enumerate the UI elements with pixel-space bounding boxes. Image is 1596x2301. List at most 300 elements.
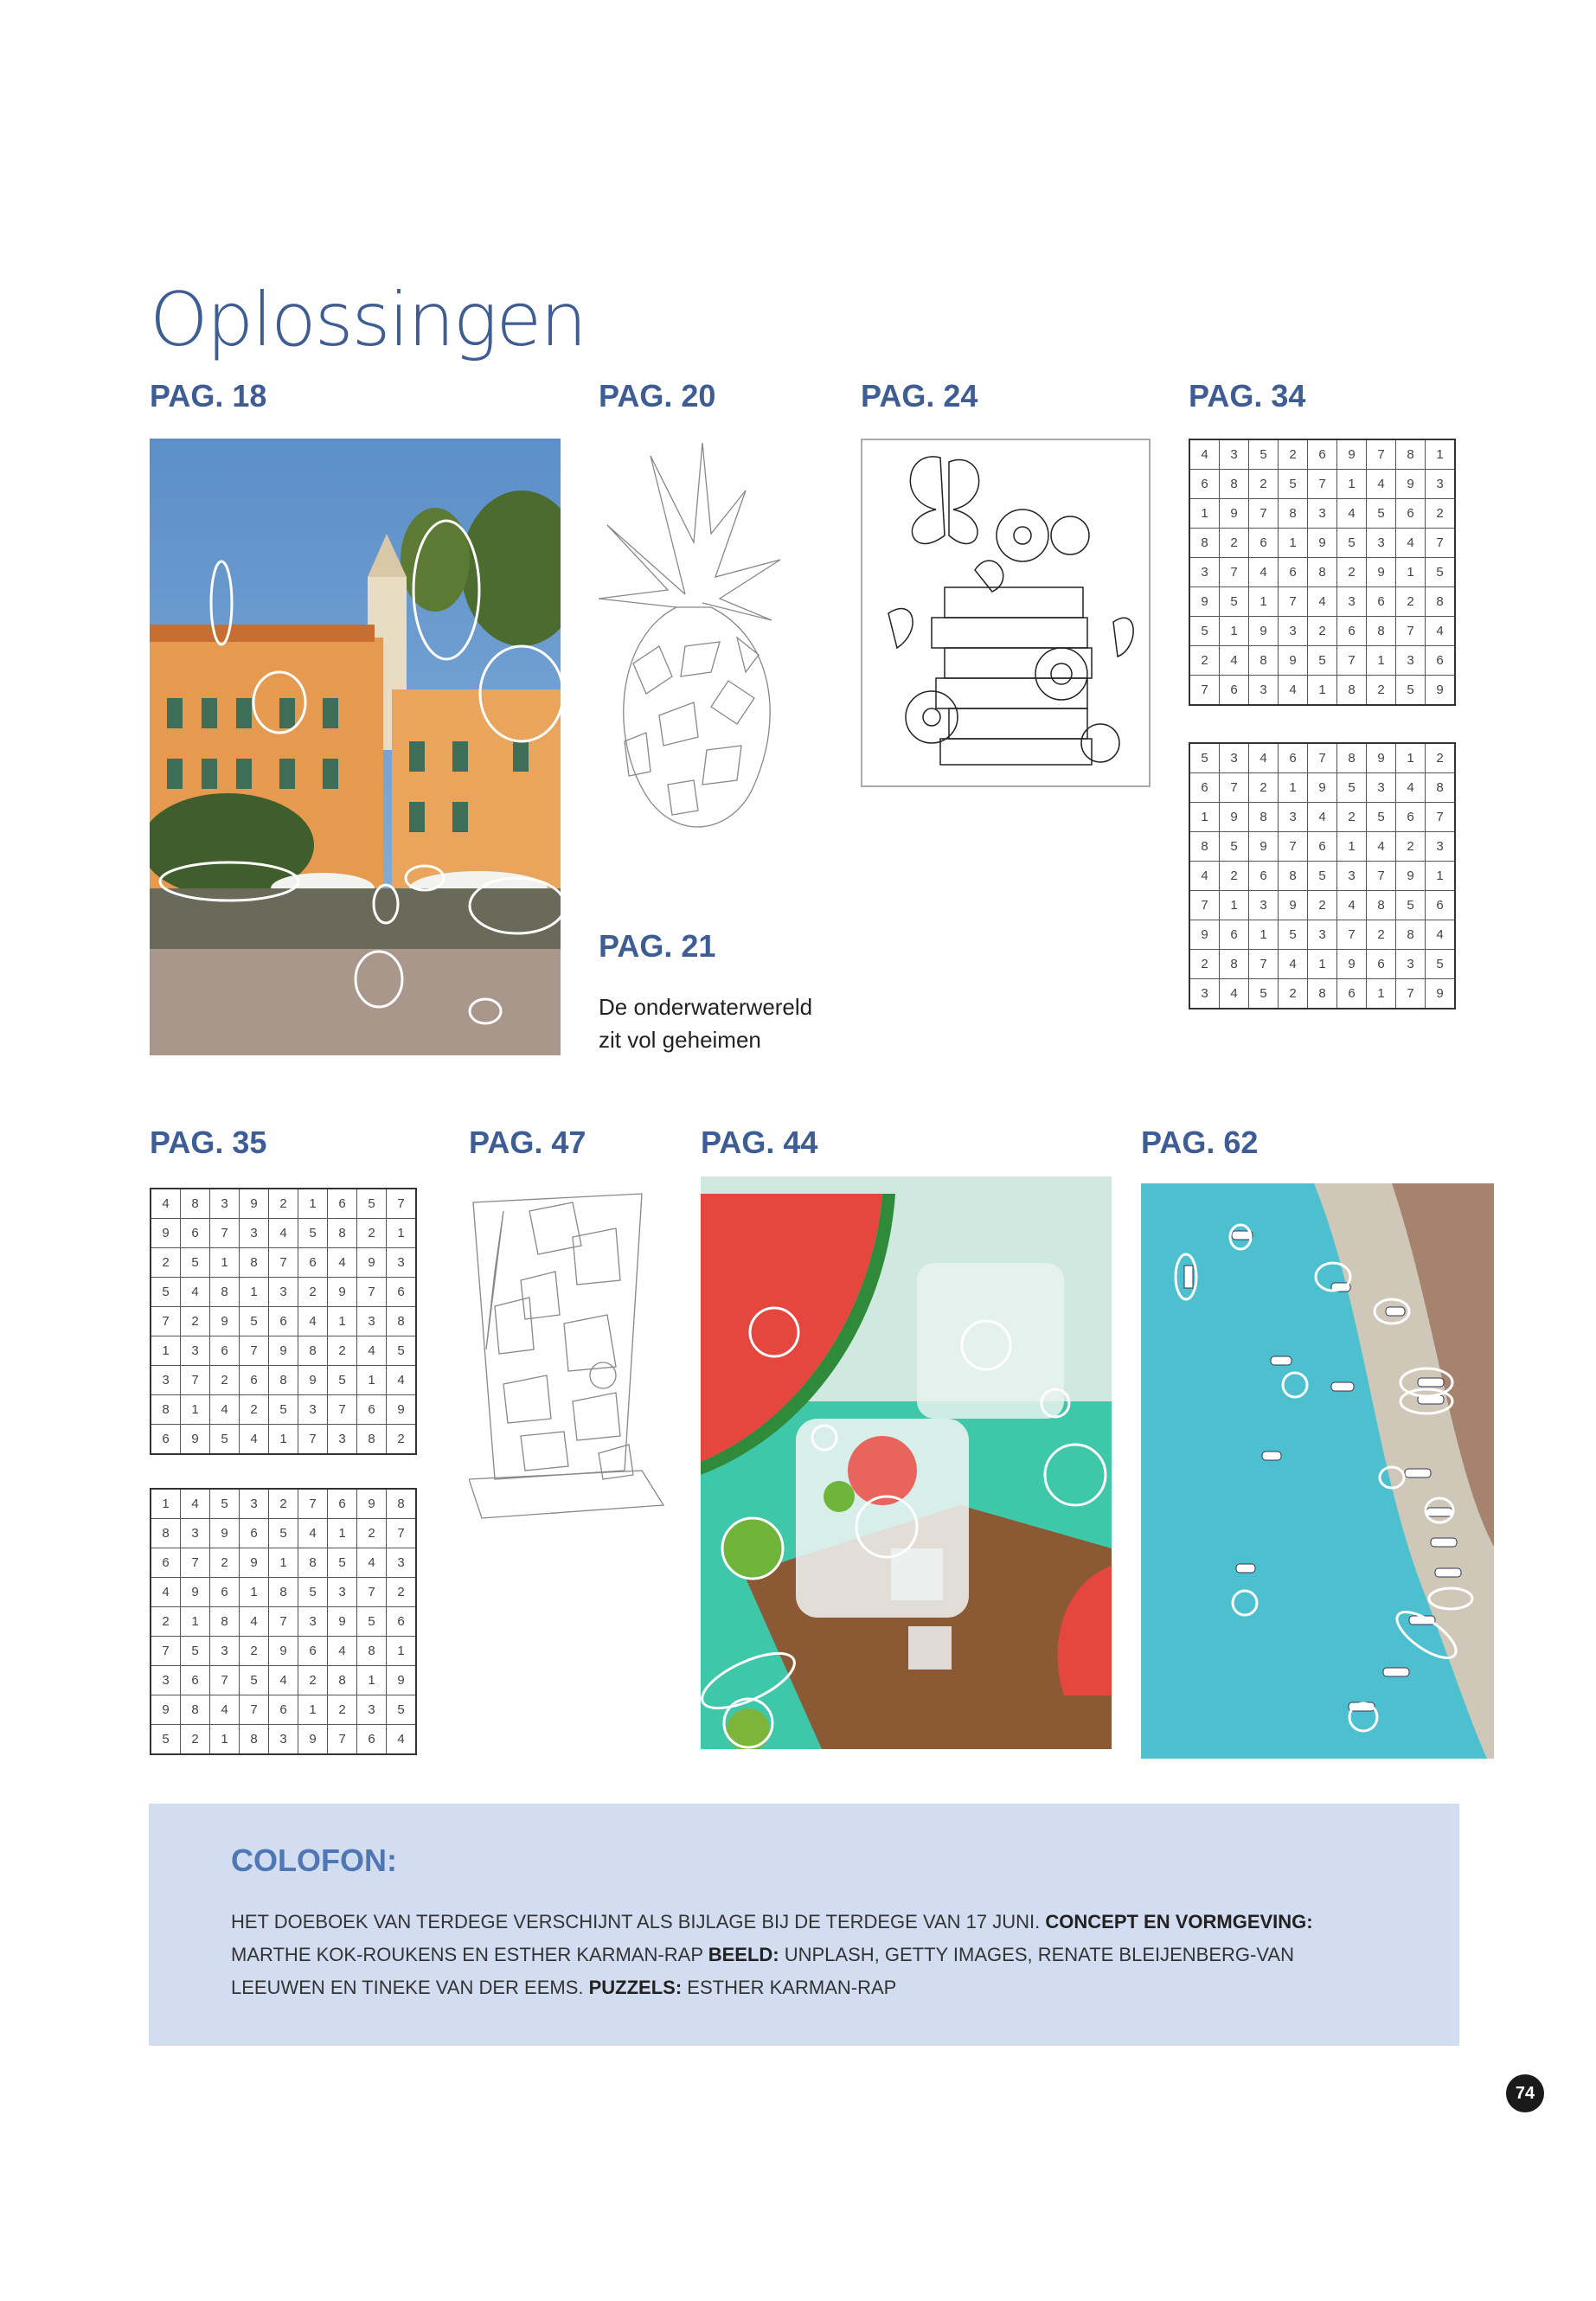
sudoku-cell: 9: [357, 1248, 387, 1278]
sudoku-cell: 9: [328, 1278, 357, 1307]
section-label-pag21: PAG. 21: [599, 928, 716, 964]
sudoku-cell: 1: [1308, 676, 1337, 706]
sudoku-cell: 9: [298, 1725, 328, 1755]
sudoku-cell: 4: [1249, 558, 1279, 587]
sudoku-cell: 1: [357, 1666, 387, 1695]
page-title: Oplossingen: [150, 277, 586, 363]
sudoku-cell: 2: [1396, 587, 1426, 617]
sudoku-cell: 8: [1396, 920, 1426, 950]
sudoku-cell: 6: [387, 1278, 417, 1307]
sudoku-row: [1189, 529, 1455, 558]
sudoku-cell: 1: [1220, 617, 1249, 646]
sudoku-cell: 4: [357, 1336, 387, 1366]
sudoku-cell: 6: [240, 1366, 269, 1395]
sudoku-cell: 1: [181, 1395, 210, 1425]
sudoku-cell: 9: [269, 1637, 298, 1666]
sudoku-cell: 3: [1279, 803, 1308, 832]
sudoku-cell: 6: [1279, 743, 1308, 773]
sudoku-cell: 3: [387, 1248, 417, 1278]
sudoku-cell: 8: [1337, 743, 1367, 773]
sudoku-cell: 1: [1337, 832, 1367, 862]
sudoku-cell: 7: [1249, 499, 1279, 529]
sudoku-row: [151, 1307, 416, 1336]
sudoku-cell: 9: [1308, 773, 1337, 803]
sudoku-cell: 2: [298, 1666, 328, 1695]
sudoku-cell: 4: [1308, 803, 1337, 832]
sudoku-cell: 9: [151, 1695, 181, 1725]
sudoku-cell: 7: [1308, 470, 1337, 499]
sudoku-cell: 3: [240, 1219, 269, 1248]
sudoku-cell: 9: [1279, 891, 1308, 920]
sudoku-cell: 4: [1426, 920, 1456, 950]
sudoku-cell: 2: [269, 1189, 298, 1219]
sudoku-cell: 4: [210, 1395, 240, 1425]
sudoku-cell: 8: [328, 1219, 357, 1248]
sudoku-cell: 5: [387, 1336, 417, 1366]
sudoku-cell: 7: [1367, 862, 1396, 891]
sudoku-cell: 9: [240, 1189, 269, 1219]
sudoku-cell: 6: [1396, 499, 1426, 529]
sudoku-cell: 6: [1426, 646, 1456, 676]
sudoku-cell: 2: [210, 1366, 240, 1395]
sudoku-cell: 5: [1220, 587, 1249, 617]
sudoku-cell: 9: [1426, 676, 1456, 706]
sudoku-cell: 9: [1337, 439, 1367, 470]
sudoku-cell: 4: [1367, 832, 1396, 862]
sudoku-cell: 4: [269, 1219, 298, 1248]
sudoku-cell: 7: [240, 1695, 269, 1725]
sudoku-cell: 1: [151, 1336, 181, 1366]
sudoku-cell: 5: [210, 1425, 240, 1455]
sudoku-cell: 1: [298, 1695, 328, 1725]
sudoku-cell: 3: [298, 1607, 328, 1637]
sudoku-cell: 2: [1426, 499, 1456, 529]
section-label-pag18: PAG. 18: [150, 378, 267, 413]
sudoku-cell: 1: [328, 1307, 357, 1336]
sudoku-cell: 1: [1279, 773, 1308, 803]
sudoku-cell: 8: [1220, 470, 1249, 499]
sudoku-cell: 1: [1337, 470, 1367, 499]
sudoku-cell: 7: [387, 1519, 417, 1548]
sudoku-cell: 5: [328, 1366, 357, 1395]
sudoku-cell: 3: [1367, 773, 1396, 803]
sudoku-cell: 3: [1337, 587, 1367, 617]
sudoku-cell: 4: [1279, 676, 1308, 706]
sudoku-cell: 3: [269, 1278, 298, 1307]
section-label-pag34: PAG. 34: [1189, 378, 1306, 413]
sudoku-cell: 8: [210, 1278, 240, 1307]
sudoku-cell: 6: [298, 1248, 328, 1278]
sudoku-cell: 7: [387, 1189, 417, 1219]
sudoku-cell: 2: [1367, 676, 1396, 706]
sudoku-cell: 7: [210, 1219, 240, 1248]
sudoku-cell: 9: [151, 1219, 181, 1248]
sudoku-cell: 8: [269, 1366, 298, 1395]
sudoku-cell: 3: [328, 1578, 357, 1607]
sudoku-cell: 6: [328, 1189, 357, 1219]
sudoku-cell: 8: [181, 1695, 210, 1725]
sudoku-cell: 1: [1426, 439, 1456, 470]
section-label-pag20: PAG. 20: [599, 378, 716, 413]
sudoku-cell: 7: [1367, 439, 1396, 470]
sudoku-row: [151, 1607, 416, 1637]
sudoku-row: [151, 1366, 416, 1395]
sudoku-cell: 3: [1308, 920, 1337, 950]
sudoku-cell: 1: [210, 1248, 240, 1278]
sudoku-row: [151, 1219, 416, 1248]
sudoku-cell: 3: [1249, 891, 1279, 920]
sudoku-cell: 2: [328, 1695, 357, 1725]
sudoku-cell: 5: [1426, 950, 1456, 979]
sudoku-cell: 9: [1189, 920, 1220, 950]
sudoku-cell: 9: [210, 1519, 240, 1548]
sudoku-cell: 6: [1249, 529, 1279, 558]
sudoku-cell: 4: [1396, 773, 1426, 803]
sudoku-cell: 8: [1249, 646, 1279, 676]
sudoku-cell: 1: [298, 1189, 328, 1219]
sudoku-cell: 4: [1337, 891, 1367, 920]
sudoku-cell: 9: [269, 1336, 298, 1366]
sudoku-cell: 1: [357, 1366, 387, 1395]
sudoku-row: [1189, 470, 1455, 499]
sudoku-cell: 8: [181, 1189, 210, 1219]
sudoku-row: [1189, 499, 1455, 529]
sudoku-cell: 1: [1189, 803, 1220, 832]
sudoku-cell: 7: [210, 1666, 240, 1695]
sudoku-cell: 1: [1279, 529, 1308, 558]
sudoku-cell: 7: [1426, 529, 1456, 558]
sudoku-cell: 7: [1279, 587, 1308, 617]
sudoku-cell: 1: [269, 1425, 298, 1455]
section-label-pag24: PAG. 24: [861, 378, 978, 413]
sudoku-cell: 5: [240, 1666, 269, 1695]
sudoku-cell: 7: [1337, 920, 1367, 950]
sudoku-cell: 9: [1189, 587, 1220, 617]
sudoku-cell: 5: [1308, 646, 1337, 676]
sudoku-cell: 5: [269, 1395, 298, 1425]
sudoku-cell: 3: [357, 1307, 387, 1336]
sudoku-cell: 6: [1367, 587, 1396, 617]
sudoku-cell: 2: [151, 1248, 181, 1278]
sudoku-cell: 5: [1279, 920, 1308, 950]
sudoku-cell: 2: [1308, 891, 1337, 920]
sudoku-cell: 5: [181, 1637, 210, 1666]
sudoku-pag34-b: [1189, 742, 1456, 1009]
sudoku-pag34-a: [1189, 439, 1456, 706]
sudoku-cell: 7: [1220, 558, 1249, 587]
sudoku-cell: 7: [1220, 773, 1249, 803]
sudoku-cell: 3: [298, 1395, 328, 1425]
pag21-answer-line2: zit vol geheimen: [599, 1027, 761, 1053]
sudoku-cell: 8: [1396, 439, 1426, 470]
sudoku-row: [151, 1578, 416, 1607]
sudoku-cell: 4: [151, 1189, 181, 1219]
colofon-label-puzzels: PUZZELS:: [588, 1977, 683, 1998]
sudoku-cell: 8: [1279, 862, 1308, 891]
sudoku-cell: 2: [357, 1219, 387, 1248]
sudoku-row: [1189, 862, 1455, 891]
sudoku-cell: 4: [1367, 470, 1396, 499]
sudoku-cell: 7: [1189, 676, 1220, 706]
sudoku-cell: 6: [357, 1725, 387, 1755]
colofon-text-4: ESTHER KARMAN-RAP: [682, 1977, 897, 1998]
sudoku-cell: 2: [269, 1489, 298, 1519]
sudoku-cell: 6: [1396, 803, 1426, 832]
sudoku-row: [151, 1425, 416, 1455]
sudoku-cell: 6: [1249, 862, 1279, 891]
sudoku-cell: 4: [1189, 439, 1220, 470]
sudoku-cell: 5: [298, 1219, 328, 1248]
sudoku-cell: 9: [1396, 470, 1426, 499]
harbor-town-photo: [150, 439, 561, 1055]
sudoku-cell: 9: [210, 1307, 240, 1336]
sudoku-cell: 6: [269, 1307, 298, 1336]
sudoku-cell: 4: [240, 1607, 269, 1637]
sudoku-cell: 7: [1337, 646, 1367, 676]
sudoku-cell: 7: [1189, 891, 1220, 920]
sudoku-row: [1189, 979, 1455, 1009]
sudoku-cell: 3: [151, 1666, 181, 1695]
sudoku-cell: 5: [1308, 862, 1337, 891]
sudoku-cell: 5: [1189, 743, 1220, 773]
sudoku-cell: 5: [387, 1695, 417, 1725]
sudoku-cell: 9: [1279, 646, 1308, 676]
sudoku-cell: 4: [1220, 646, 1249, 676]
sudoku-cell: 8: [328, 1666, 357, 1695]
sudoku-cell: 6: [1308, 832, 1337, 862]
sudoku-cell: 5: [1337, 529, 1367, 558]
sudoku-cell: 3: [1308, 499, 1337, 529]
sudoku-cell: 7: [181, 1366, 210, 1395]
sudoku-cell: 9: [1396, 862, 1426, 891]
sudoku-cell: 2: [328, 1336, 357, 1366]
sudoku-cell: 9: [240, 1548, 269, 1578]
sudoku-row: [1189, 587, 1455, 617]
sudoku-cell: 9: [181, 1425, 210, 1455]
sudoku-cell: 2: [1396, 832, 1426, 862]
sudoku-row: [1189, 891, 1455, 920]
sudoku-cell: 5: [269, 1519, 298, 1548]
sudoku-cell: 4: [1189, 862, 1220, 891]
sudoku-cell: 8: [357, 1637, 387, 1666]
sudoku-cell: 5: [1279, 470, 1308, 499]
sudoku-cell: 5: [1249, 439, 1279, 470]
sudoku-cell: 5: [181, 1248, 210, 1278]
sudoku-cell: 2: [387, 1425, 417, 1455]
sudoku-cell: 8: [151, 1395, 181, 1425]
sudoku-cell: 5: [1396, 676, 1426, 706]
sudoku-cell: 8: [298, 1336, 328, 1366]
sudoku-cell: 6: [1220, 676, 1249, 706]
sudoku-cell: 3: [210, 1637, 240, 1666]
sudoku-cell: 9: [387, 1395, 417, 1425]
sudoku-cell: 7: [1396, 979, 1426, 1009]
sudoku-cell: 4: [1249, 743, 1279, 773]
sudoku-cell: 3: [269, 1725, 298, 1755]
sudoku-cell: 7: [1426, 803, 1456, 832]
sudoku-cell: 3: [1220, 743, 1249, 773]
pineapple-drawing: [599, 439, 785, 845]
sudoku-row: [1189, 676, 1455, 706]
sudoku-cell: 8: [357, 1425, 387, 1455]
sudoku-row: [151, 1248, 416, 1278]
sudoku-cell: 1: [1249, 587, 1279, 617]
sudoku-cell: 6: [357, 1395, 387, 1425]
sudoku-row: [1189, 743, 1455, 773]
sudoku-cell: 2: [1189, 646, 1220, 676]
sudoku-cell: 1: [1367, 646, 1396, 676]
sudoku-cell: 6: [181, 1219, 210, 1248]
sudoku-cell: 5: [1396, 891, 1426, 920]
sudoku-row: [1189, 832, 1455, 862]
sudoku-cell: 9: [1367, 558, 1396, 587]
page-number: 74: [1506, 2074, 1544, 2112]
sudoku-cell: 7: [240, 1336, 269, 1366]
sudoku-row: [151, 1548, 416, 1578]
sudoku-cell: 2: [181, 1725, 210, 1755]
sudoku-cell: 6: [151, 1425, 181, 1455]
sudoku-cell: 7: [298, 1489, 328, 1519]
sudoku-cell: 3: [357, 1695, 387, 1725]
sudoku-cell: 7: [151, 1637, 181, 1666]
sudoku-row: [1189, 439, 1455, 470]
sudoku-cell: 5: [1337, 773, 1367, 803]
sudoku-cell: 8: [1308, 558, 1337, 587]
sudoku-cell: 9: [1249, 617, 1279, 646]
sudoku-row: [1189, 558, 1455, 587]
sudoku-cell: 3: [1189, 558, 1220, 587]
sudoku-cell: 8: [151, 1519, 181, 1548]
sudoku-cell: 6: [1189, 470, 1220, 499]
sudoku-cell: 3: [1279, 617, 1308, 646]
sudoku-cell: 3: [1220, 439, 1249, 470]
sudoku-row: [151, 1725, 416, 1755]
sudoku-cell: 8: [387, 1307, 417, 1336]
sudoku-cell: 8: [1426, 773, 1456, 803]
pag21-answer: [599, 990, 875, 1056]
sudoku-pag35-a: [150, 1188, 417, 1455]
sudoku-cell: 2: [1189, 950, 1220, 979]
sudoku-cell: 3: [1337, 862, 1367, 891]
sudoku-cell: 6: [151, 1548, 181, 1578]
colofon-text-1: HET DOEBOEK VAN TERDEGE VERSCHIJNT ALS BIJLAGE BIJ DE TERDEGE VAN 17 JUNI.: [231, 1911, 1046, 1932]
sudoku-cell: 7: [328, 1395, 357, 1425]
sudoku-cell: 4: [357, 1548, 387, 1578]
sudoku-row: [151, 1695, 416, 1725]
sudoku-cell: 1: [151, 1489, 181, 1519]
sudoku-cell: 9: [1367, 743, 1396, 773]
sudoku-cell: 7: [1279, 832, 1308, 862]
sudoku-cell: 7: [357, 1278, 387, 1307]
sudoku-cell: 8: [210, 1607, 240, 1637]
sudoku-cell: 6: [387, 1607, 417, 1637]
sudoku-cell: 4: [387, 1725, 417, 1755]
sudoku-cell: 3: [1426, 832, 1456, 862]
sudoku-cell: 1: [181, 1607, 210, 1637]
sudoku-cell: 4: [1220, 979, 1249, 1009]
sudoku-cell: 8: [1308, 979, 1337, 1009]
sudoku-cell: 1: [387, 1219, 417, 1248]
sudoku-cell: 6: [269, 1695, 298, 1725]
sudoku-cell: 5: [1249, 979, 1279, 1009]
sudoku-cell: 9: [328, 1607, 357, 1637]
sudoku-pag35-b: [150, 1488, 417, 1755]
sudoku-cell: 4: [387, 1366, 417, 1395]
sudoku-grid-pag34-a: [1189, 439, 1456, 706]
sudoku-cell: 5: [1189, 617, 1220, 646]
sudoku-cell: 2: [240, 1637, 269, 1666]
sudoku-cell: 8: [240, 1248, 269, 1278]
sudoku-cell: 9: [387, 1666, 417, 1695]
sudoku-cell: 4: [151, 1578, 181, 1607]
sudoku-cell: 5: [1220, 832, 1249, 862]
sudoku-cell: 4: [181, 1278, 210, 1307]
colofon-label-concept: CONCEPT EN VORMGEVING:: [1045, 1911, 1313, 1932]
sudoku-cell: 8: [1220, 950, 1249, 979]
sudoku-cell: 3: [1189, 979, 1220, 1009]
sudoku-grid-pag34-b: [1189, 742, 1456, 1009]
sudoku-cell: 9: [357, 1489, 387, 1519]
sudoku-cell: 1: [1220, 891, 1249, 920]
sudoku-row: [151, 1489, 416, 1519]
sudoku-cell: 4: [1279, 950, 1308, 979]
sudoku-cell: 6: [1279, 558, 1308, 587]
sudoku-cell: 2: [1249, 773, 1279, 803]
sudoku-cell: 5: [328, 1548, 357, 1578]
sudoku-cell: 1: [210, 1725, 240, 1755]
sudoku-cell: 2: [181, 1307, 210, 1336]
pag21-answer-line1: De onderwaterwereld: [599, 994, 813, 1020]
sudoku-cell: 5: [1426, 558, 1456, 587]
sudoku-cell: 6: [181, 1666, 210, 1695]
sudoku-cell: 2: [1220, 862, 1249, 891]
sudoku-cell: 3: [387, 1548, 417, 1578]
sudoku-cell: 6: [1337, 979, 1367, 1009]
glass-ice-drawing: [469, 1176, 668, 1531]
sudoku-cell: 6: [210, 1336, 240, 1366]
sudoku-cell: 5: [151, 1278, 181, 1307]
section-label-pag47: PAG. 47: [469, 1125, 586, 1160]
sudoku-row: [1189, 646, 1455, 676]
sudoku-cell: 6: [298, 1637, 328, 1666]
sudoku-cell: 2: [1279, 439, 1308, 470]
sudoku-cell: 3: [328, 1425, 357, 1455]
sudoku-cell: 5: [298, 1578, 328, 1607]
sudoku-cell: 5: [357, 1189, 387, 1219]
sudoku-cell: 5: [210, 1489, 240, 1519]
sudoku-cell: 5: [1367, 803, 1396, 832]
sudoku-row: [1189, 803, 1455, 832]
sudoku-cell: 7: [151, 1307, 181, 1336]
sudoku-cell: 7: [181, 1548, 210, 1578]
colofon-heading: COLOFON:: [231, 1843, 397, 1878]
sudoku-cell: 7: [298, 1425, 328, 1455]
sudoku-cell: 3: [1367, 529, 1396, 558]
sudoku-cell: 9: [298, 1366, 328, 1395]
colofon-text: [231, 1906, 1390, 2004]
sudoku-cell: 4: [298, 1519, 328, 1548]
sudoku-cell: 9: [1337, 950, 1367, 979]
sudoku-cell: 7: [269, 1248, 298, 1278]
sudoku-cell: 6: [1426, 891, 1456, 920]
sudoku-cell: 6: [210, 1578, 240, 1607]
watermelon-drink-photo: [701, 1176, 1112, 1749]
sudoku-cell: 8: [1279, 499, 1308, 529]
sudoku-cell: 4: [1396, 529, 1426, 558]
sudoku-row: [151, 1278, 416, 1307]
sudoku-grid-pag35-a: [150, 1188, 417, 1455]
sudoku-cell: 2: [1426, 743, 1456, 773]
